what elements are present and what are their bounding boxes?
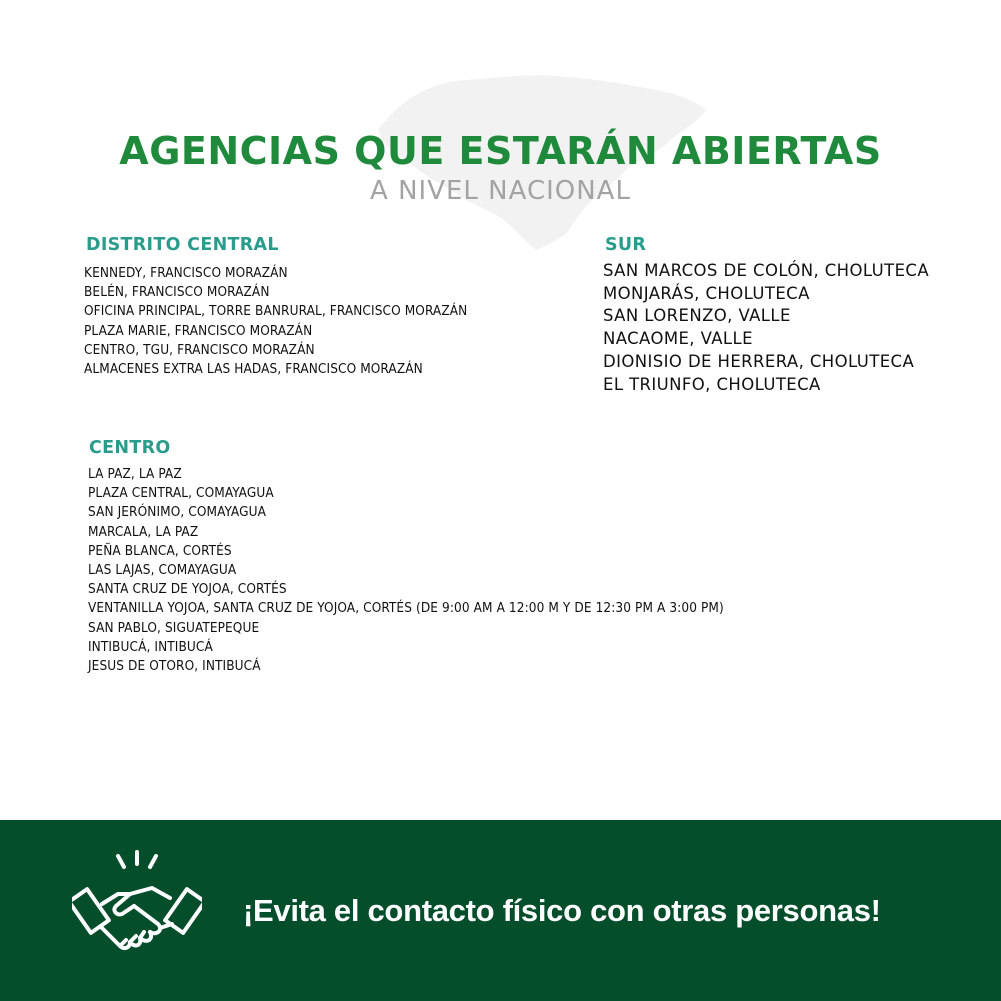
agency-item: MONJARÁS, CHOLUTECA [603, 283, 810, 303]
agency-item: LAS LAJAS, COMAYAGUA [88, 562, 237, 579]
agency-item: BELÉN, FRANCISCO MORAZÁN [84, 284, 270, 301]
banner-message: ¡Evita el contacto físico con otras personas! [243, 893, 881, 928]
section-title-distrito-central: DISTRITO CENTRAL [86, 235, 279, 255]
agency-item: KENNEDY, FRANCISCO MORAZÁN [84, 265, 288, 281]
agency-item: INTIBUCÁ, INTIBUCÁ [88, 638, 213, 655]
handshake-icon [72, 848, 202, 968]
section-centro [89, 437, 724, 676]
agency-item: SAN LORENZO, VALLE [603, 306, 791, 326]
section-title-centro: CENTRO [89, 438, 171, 458]
agency-item: MARCALA, LA PAZ [88, 523, 199, 540]
agency-item: PEÑA BLANCA, CORTÉS [88, 542, 232, 559]
agency-item: DIONISIO DE HERRERA, CHOLUTECA [603, 351, 915, 371]
section-title-sur: SUR [605, 235, 647, 255]
agency-item: SAN JERÓNIMO, COMAYAGUA [88, 504, 266, 521]
agency-item: PLAZA MARIE, FRANCISCO MORAZÁN [84, 322, 313, 339]
agency-item: CENTRO, TGU, FRANCISCO MORAZÁN [84, 341, 315, 358]
bottom-banner [0, 820, 1001, 1001]
agency-item: OFICINA PRINCIPAL, TORRE BANRURAL, FRANCISCO MORAZÁN [84, 303, 468, 320]
page-title: AGENCIAS QUE ESTARÁN ABIERTAS [119, 129, 882, 173]
agency-item: LA PAZ, LA PAZ [88, 466, 182, 482]
agency-item: ALMACENES EXTRA LAS HADAS, FRANCISCO MORAZÁN [84, 361, 423, 378]
agency-list-centro [88, 465, 724, 676]
agency-item: EL TRIUNFO, CHOLUTECA [603, 374, 821, 394]
agency-item: SAN PABLO, SIGUATEPEQUE [88, 619, 260, 636]
agency-list-distrito-central [84, 264, 467, 379]
agency-list-sur [603, 260, 929, 396]
agency-item: SANTA CRUZ DE YOJOA, CORTÉS [88, 581, 287, 598]
section-distrito-central [86, 234, 467, 379]
page-subtitle: A NIVEL NACIONAL [370, 176, 631, 206]
section-sur [605, 234, 929, 396]
agency-item: JESUS DE OTORO, INTIBUCÁ [88, 658, 261, 675]
agency-item: NACAOME, VALLE [603, 329, 753, 349]
agency-item: SAN MARCOS DE COLÓN, CHOLUTECA [603, 261, 930, 280]
agency-item: VENTANILLA YOJOA, SANTA CRUZ DE YOJOA, CORTÉS (DE 9:00 AM A 12:00 M Y DE 12:30 PM A 3:00 PM) [88, 600, 724, 617]
agency-item: PLAZA CENTRAL, COMAYAGUA [88, 485, 274, 502]
